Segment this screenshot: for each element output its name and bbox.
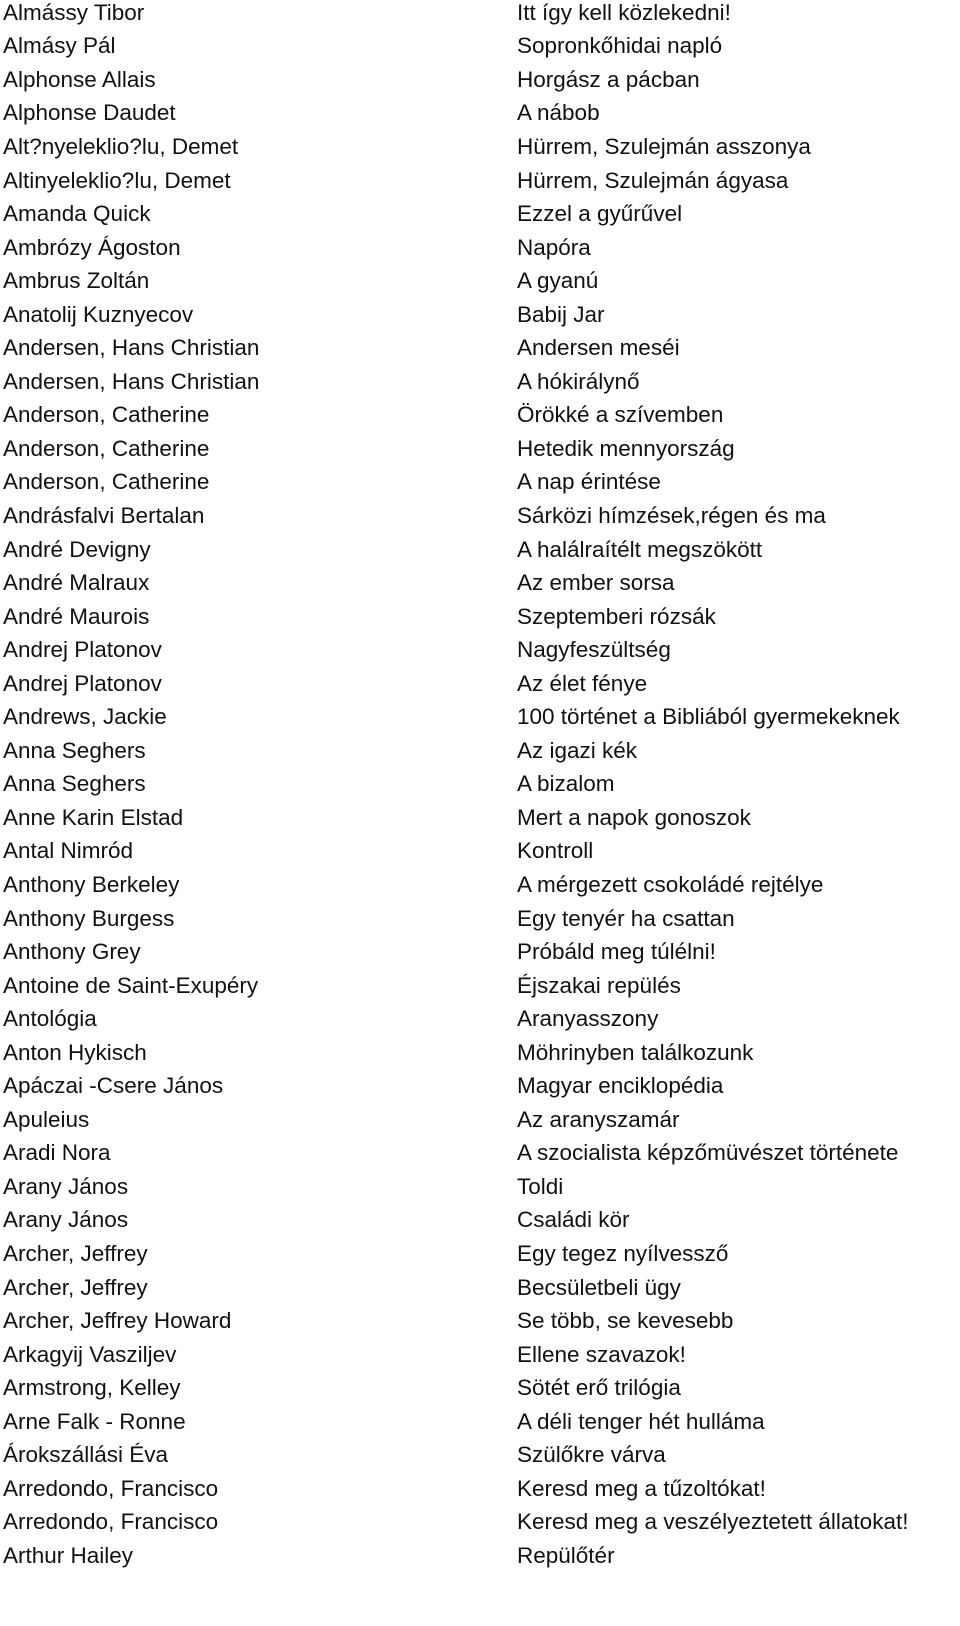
book-row xyxy=(0,1170,960,1204)
book-row xyxy=(0,432,960,466)
author-cell: Archer, Jeffrey Howard xyxy=(3,1308,232,1334)
title-cell: Hürrem, Szulejmán ágyasa xyxy=(517,167,789,193)
book-row xyxy=(0,331,960,365)
author-cell: Amanda Quick xyxy=(3,201,151,227)
book-row xyxy=(0,1338,960,1372)
author-cell: Aradi Nora xyxy=(3,1140,111,1166)
author-cell: Andrásfalvi Bertalan xyxy=(3,502,205,528)
book-row xyxy=(0,1405,960,1439)
book-row xyxy=(0,365,960,399)
book-row xyxy=(0,1539,960,1573)
title-cell: Szeptemberi rózsák xyxy=(517,603,716,629)
title-cell: A déli tenger hét hulláma xyxy=(517,1408,765,1434)
book-row xyxy=(0,801,960,835)
book-row xyxy=(0,197,960,231)
author-cell: André Devigny xyxy=(3,536,151,562)
author-cell: Anthony Burgess xyxy=(3,905,175,931)
book-row xyxy=(0,1271,960,1305)
author-cell: Arredondo, Francisco xyxy=(3,1509,219,1535)
author-cell: Ambrus Zoltán xyxy=(3,268,150,294)
author-cell: Arredondo, Francisco xyxy=(3,1475,219,1501)
title-cell: Sopronkőhidai napló xyxy=(517,33,723,59)
author-cell: Anton Hykisch xyxy=(3,1039,147,1065)
author-cell: Andersen, Hans Christian xyxy=(3,368,260,394)
book-row xyxy=(0,264,960,298)
author-cell: Anderson, Catherine xyxy=(3,469,210,495)
title-cell: Sárközi hímzések,régen és ma xyxy=(517,502,826,528)
author-cell: André Malraux xyxy=(3,570,150,596)
title-cell: Repülőtér xyxy=(517,1542,615,1568)
title-cell: Keresd meg a veszélyeztetett állatokat! xyxy=(517,1509,909,1535)
author-cell: Andrej Platonov xyxy=(3,637,162,663)
title-cell: Andersen meséi xyxy=(517,335,680,361)
title-cell: A nap érintése xyxy=(517,469,661,495)
author-cell: Archer, Jeffrey xyxy=(3,1274,148,1300)
author-cell: Apuleius xyxy=(3,1106,90,1132)
book-row xyxy=(0,231,960,265)
title-cell: Az aranyszamár xyxy=(517,1106,680,1132)
author-cell: Ambrózy Ágoston xyxy=(3,234,181,260)
title-cell: Se több, se kevesebb xyxy=(517,1308,734,1334)
book-row xyxy=(0,30,960,64)
author-cell: Armstrong, Kelley xyxy=(3,1375,181,1401)
title-cell: Ezzel a gyűrűvel xyxy=(517,201,683,227)
title-cell: Éjszakai repülés xyxy=(517,972,681,998)
book-row xyxy=(0,1002,960,1036)
book-row xyxy=(0,63,960,97)
book-row xyxy=(0,0,960,30)
book-row xyxy=(0,600,960,634)
author-cell: Arany János xyxy=(3,1207,129,1233)
title-cell: Toldi xyxy=(517,1173,564,1199)
title-cell: A halálraítélt megszökött xyxy=(517,536,763,562)
title-cell: Aranyasszony xyxy=(517,1006,659,1032)
author-cell: Alt?nyeleklio?lu, Demet xyxy=(3,133,239,159)
book-row xyxy=(0,566,960,600)
author-cell: Altinyeleklio?lu, Demet xyxy=(3,167,231,193)
title-cell: Keresd meg a tűzoltókat! xyxy=(517,1475,766,1501)
author-cell: Andrej Platonov xyxy=(3,670,162,696)
author-cell: Anne Karin Elstad xyxy=(3,804,184,830)
author-cell: Antológia xyxy=(3,1006,97,1032)
book-row xyxy=(0,298,960,332)
title-cell: A bizalom xyxy=(517,771,615,797)
author-cell: Andersen, Hans Christian xyxy=(3,335,260,361)
title-cell: Szülőkre várva xyxy=(517,1442,666,1468)
author-cell: Arkagyij Vasziljev xyxy=(3,1341,177,1367)
title-cell: Napóra xyxy=(517,234,591,260)
book-row xyxy=(0,1137,960,1171)
title-cell: Becsületbeli ügy xyxy=(517,1274,681,1300)
author-cell: Almásy Pál xyxy=(3,33,116,59)
book-row xyxy=(0,868,960,902)
book-row xyxy=(0,164,960,198)
author-cell: Anderson, Catherine xyxy=(3,435,210,461)
author-cell: Antoine de Saint-Exupéry xyxy=(3,972,259,998)
author-cell: Anthony Berkeley xyxy=(3,871,180,897)
book-row xyxy=(0,734,960,768)
author-cell: Árokszállási Éva xyxy=(3,1442,169,1468)
title-cell: Hetedik mennyország xyxy=(517,435,735,461)
book-row xyxy=(0,633,960,667)
author-cell: Anatolij Kuznyecov xyxy=(3,301,194,327)
title-cell: Az igazi kék xyxy=(517,737,638,763)
book-row xyxy=(0,1204,960,1238)
title-cell: Családi kör xyxy=(517,1207,630,1233)
title-cell: Próbáld meg túlélni! xyxy=(517,939,716,965)
title-cell: Hürrem, Szulejmán asszonya xyxy=(517,133,811,159)
title-cell: Sötét erő trilógia xyxy=(517,1375,681,1401)
author-cell: Almássy Tibor xyxy=(3,0,145,25)
book-row xyxy=(0,533,960,567)
book-row xyxy=(0,835,960,869)
author-cell: Antal Nimród xyxy=(3,838,134,864)
title-cell: Horgász a pácban xyxy=(517,66,700,92)
title-cell: Az élet fénye xyxy=(517,670,648,696)
author-cell: Alphonse Allais xyxy=(3,66,156,92)
book-row xyxy=(0,1439,960,1473)
book-row xyxy=(0,1036,960,1070)
book-row xyxy=(0,935,960,969)
title-cell: Babij Jar xyxy=(517,301,605,327)
author-cell: Arthur Hailey xyxy=(3,1542,134,1568)
author-cell: Anna Seghers xyxy=(3,737,146,763)
book-row xyxy=(0,1070,960,1104)
title-cell: A mérgezett csokoládé rejtélye xyxy=(517,871,824,897)
book-row xyxy=(0,667,960,701)
book-row xyxy=(0,499,960,533)
title-cell: Nagyfeszültség xyxy=(517,637,671,663)
book-row xyxy=(0,768,960,802)
book-row xyxy=(0,97,960,131)
author-cell: Anthony Grey xyxy=(3,939,141,965)
author-cell: Anderson, Catherine xyxy=(3,402,210,428)
title-cell: Magyar enciklopédia xyxy=(517,1073,724,1099)
author-cell: Anna Seghers xyxy=(3,771,146,797)
author-cell: André Maurois xyxy=(3,603,150,629)
title-cell: Örökké a szívemben xyxy=(517,402,724,428)
book-row xyxy=(0,130,960,164)
title-cell: A gyanú xyxy=(517,268,599,294)
title-cell: Ellene szavazok! xyxy=(517,1341,686,1367)
book-row xyxy=(0,1472,960,1506)
book-row xyxy=(0,1103,960,1137)
title-cell: Az ember sorsa xyxy=(517,570,675,596)
author-cell: Arne Falk - Ronne xyxy=(3,1408,186,1434)
author-cell: Alphonse Daudet xyxy=(3,100,176,126)
author-cell: Archer, Jeffrey xyxy=(3,1241,148,1266)
author-cell: Arany János xyxy=(3,1173,129,1199)
author-cell: Andrews, Jackie xyxy=(3,704,167,730)
title-cell: A szocialista képzőmüvészet története xyxy=(517,1140,899,1166)
title-cell: A hókirálynő xyxy=(517,368,640,394)
title-cell: Itt így kell közlekedni! xyxy=(517,0,731,25)
book-row xyxy=(0,466,960,500)
book-row xyxy=(0,1371,960,1405)
book-row xyxy=(0,1237,960,1271)
title-cell: Mert a napok gonoszok xyxy=(517,804,751,830)
book-row xyxy=(0,700,960,734)
book-row xyxy=(0,969,960,1003)
title-cell: A nábob xyxy=(517,100,600,126)
title-cell: Egy tegez nyílvessző xyxy=(517,1241,729,1266)
title-cell: 100 történet a Bibliából gyermekeknek xyxy=(517,704,900,730)
title-cell: Möhrinyben találkozunk xyxy=(517,1039,754,1065)
title-cell: Egy tenyér ha csattan xyxy=(517,905,735,931)
book-row xyxy=(0,1304,960,1338)
title-cell: Kontroll xyxy=(517,838,594,864)
book-row xyxy=(0,1506,960,1540)
book-row xyxy=(0,902,960,936)
author-cell: Apáczai -Csere János xyxy=(3,1073,224,1099)
book-row xyxy=(0,399,960,433)
